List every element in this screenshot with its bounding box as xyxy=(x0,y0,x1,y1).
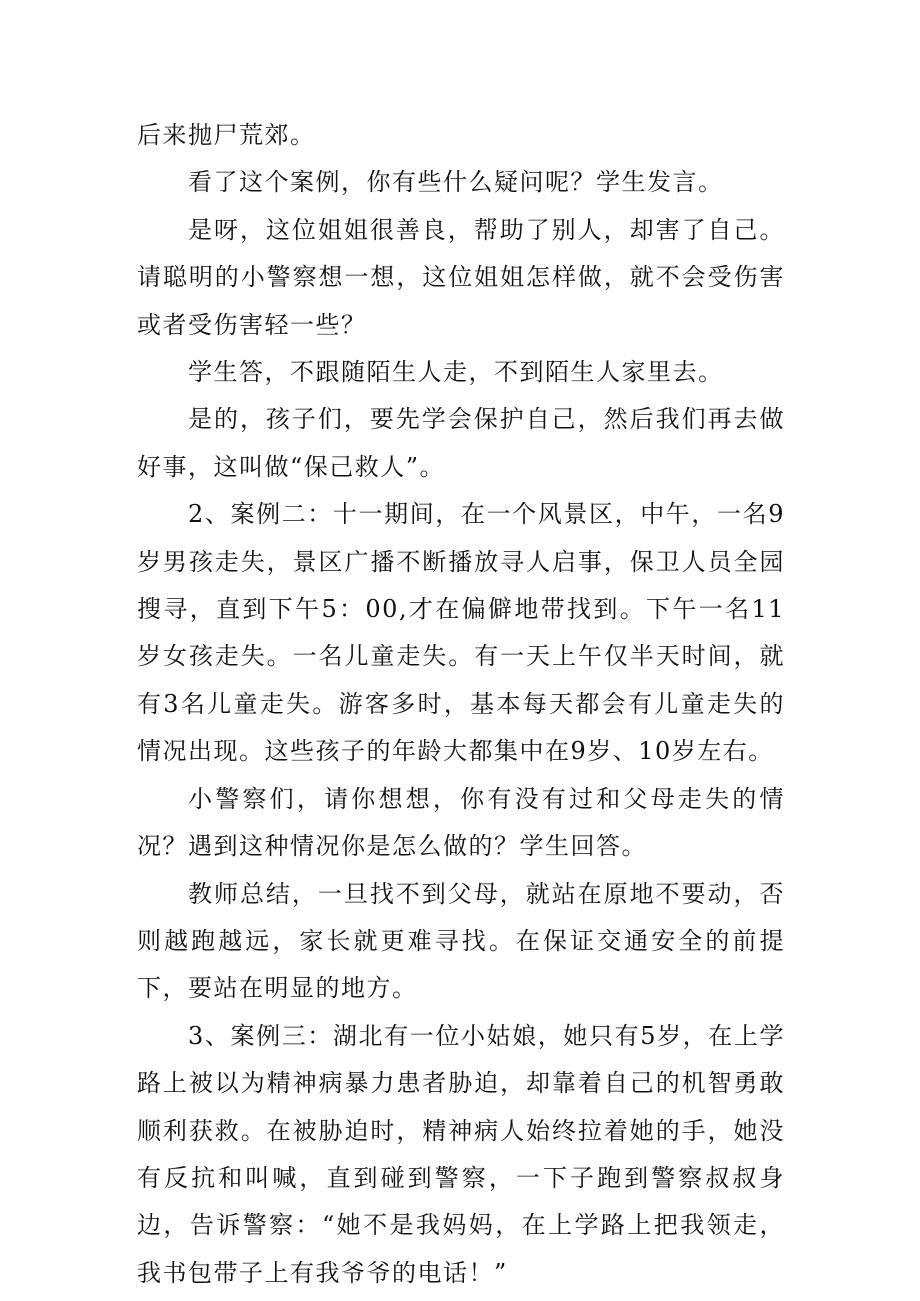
paragraph-case-three: 3、案例三：湖北有一位小姑娘，她只有5岁，在上学路上被以为精神病暴力患者胁迫，却靠着自己的机智勇敢顺利获救。在被胁迫时，精神病人始终拉着她的手，她没有反抗和叫喊，直到碰到警察，一下子跑到警察叔叔身边，告诉警察：“她不是我妈妈，在上学路上把我领走，我书包带子上有我爷爷的电话！” xyxy=(137,1021,785,1287)
paragraph-7: 小警察们，请你想想，你有没有过和父母走失的情况？遇到这种情况你是怎么做的？学生回答。 xyxy=(137,784,785,861)
paragraph-teacher-summary: 教师总结，一旦找不到父母，就站在原地不要动，否则越跑越远，家长就更难寻找。在保证交通安全的前提下，要站在明显的地方。 xyxy=(137,879,785,1003)
document-page xyxy=(137,112,785,1297)
paragraph-4: 学生答，不跟随陌生人走，不到陌生人家里去。 xyxy=(188,358,724,387)
paragraph-2: 看了这个案例，你有些什么疑问呢？学生发言。 xyxy=(188,168,724,197)
paragraph-5: 是的，孩子们，要先学会保护自己，然后我们再去做好事，这叫做“保己救人”。 xyxy=(137,405,785,481)
paragraph-case-two: 2、案例二：十一期间，在一个风景区，中午，一名9岁男孩走失，景区广播不断播放寻人启事，保卫人员全园搜寻，直到下午5：00,才在偏僻地带找到。下午一名11岁女孩走失。一名儿童走失。有一天上午仅半天时间，就有3名儿童走失。游客多时，基本每天都会有儿童走失的情况出现。这些孩子的年龄大都集中在9岁、10岁左右。 xyxy=(137,500,785,766)
paragraph-3: 是呀，这位姐姐很善良，帮助了别人，却害了自己。请聪明的小警察想一想，这位姐姐怎样做，就不会受伤害或者受伤害轻一些？ xyxy=(137,215,785,339)
paragraph-1: 后来抛尸荒郊。 xyxy=(137,121,316,149)
